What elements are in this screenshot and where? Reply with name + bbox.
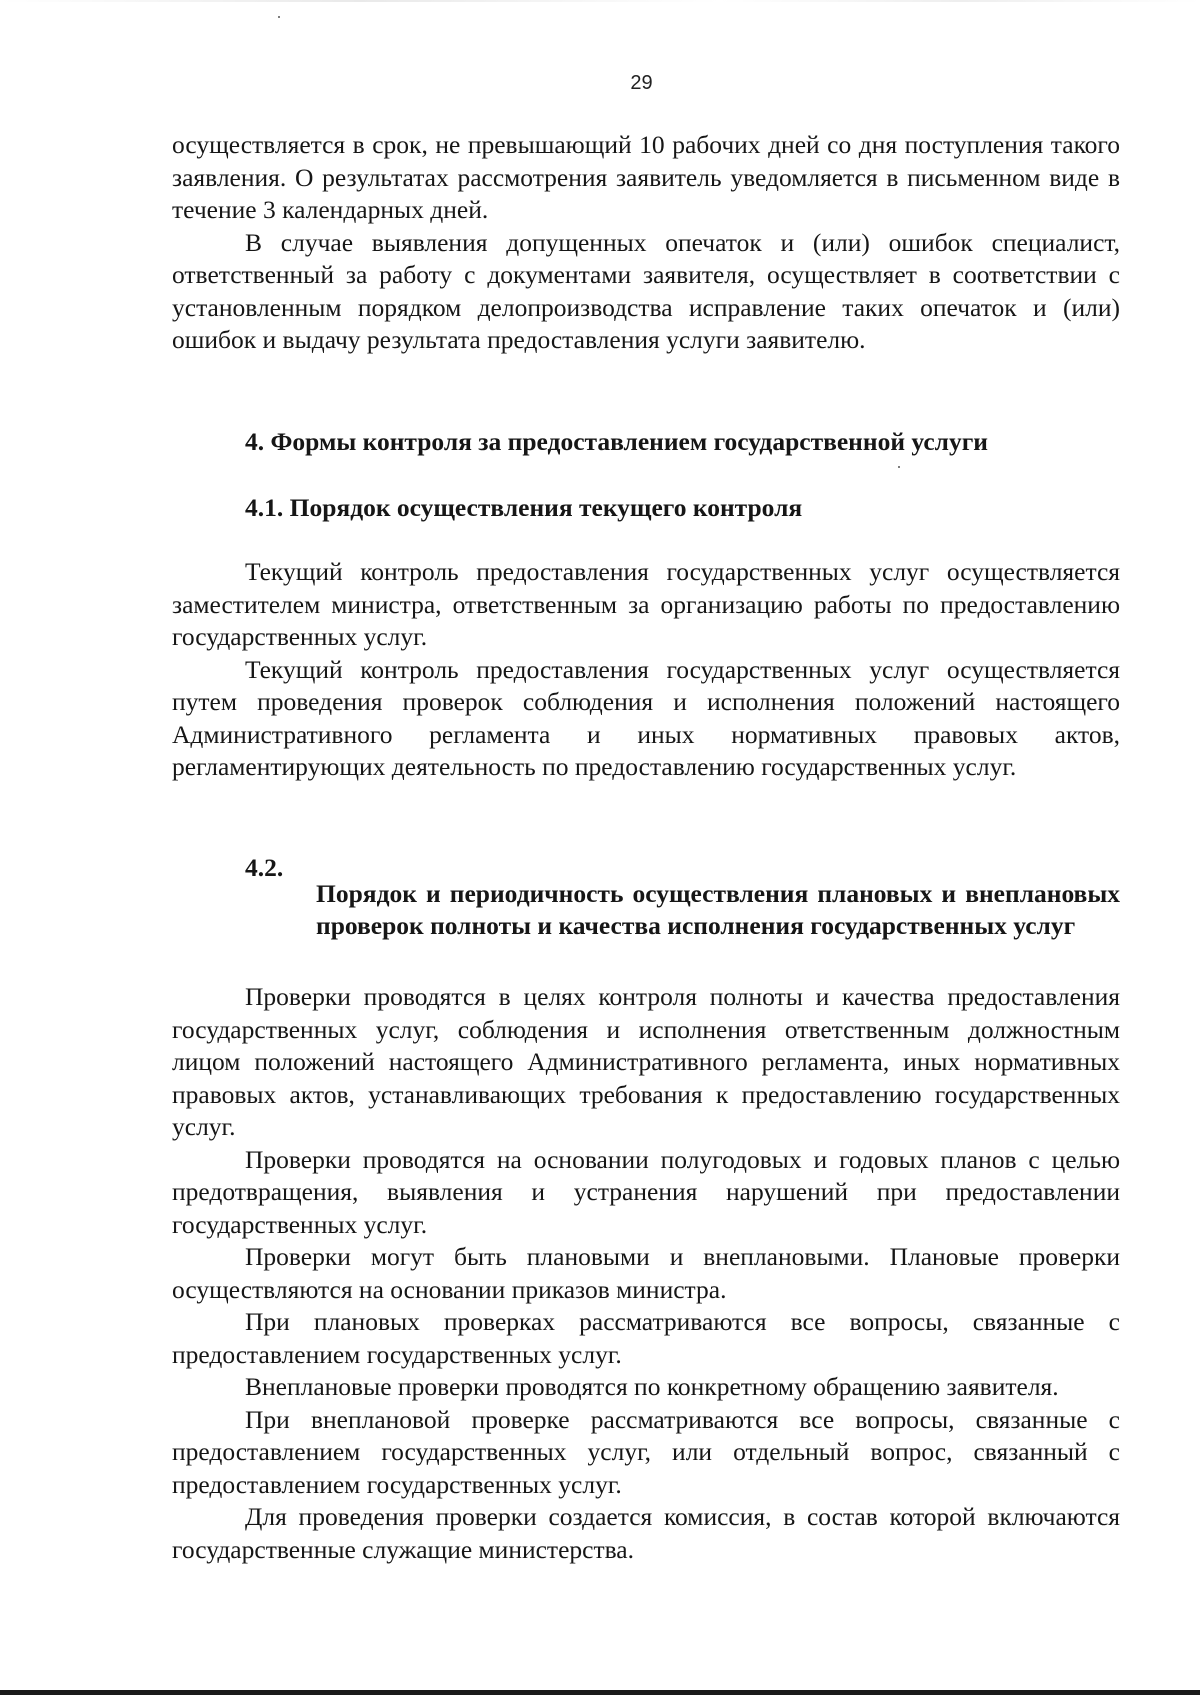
paragraph: Проверки проводятся на основании полугодовых и годовых планов с целью предотвращения, выявления и устранения нарушений при предоставлении государственных услуг. bbox=[172, 1144, 1120, 1239]
paragraph: В случае выявления допущенных опечаток и (или) ошибок специалист, ответственный за работу с документами заявителя, осуществляет в соответствии с установленным порядком делопроизводства исправление таких опечаток и (или) ошибок и выдачу результата предоставления услуги заявителю. bbox=[172, 227, 1120, 354]
paragraph-block-3 bbox=[172, 981, 1120, 1566]
paragraph: При внеплановой проверке рассматриваются все вопросы, связанные с предоставлением государственных услуг, или отдельный вопрос, связанный с предоставлением государственных услуг. bbox=[172, 1404, 1120, 1499]
paragraph: Для проведения проверки создается комиссия, в состав которой включаются государственные служащие министерства. bbox=[172, 1502, 1120, 1564]
scan-edge-bottom bbox=[0, 1690, 1200, 1695]
section-heading-4-2: Порядок и периодичность осуществления плановых и внеплановых проверок полноты и качества исполнения государственных услуг bbox=[316, 878, 1120, 940]
paragraph: Проверки могут быть плановыми и внеплановыми. Плановые проверки осуществляются на основании приказов министра. bbox=[172, 1242, 1120, 1304]
section-heading-4-2-number: 4.2. bbox=[245, 853, 284, 882]
paragraph: осуществляется в срок, не превышающий 10 рабочих дней со дня поступления такого заявления. О результатах рассмотрения заявитель уведомляется в письменном виде в течение 3 календарных дней. bbox=[172, 130, 1120, 224]
paragraph-block-2 bbox=[172, 556, 1120, 784]
paragraph-block-1 bbox=[172, 129, 1120, 357]
section-heading-4: 4. Формы контроля за предоставлением государственной услуги bbox=[245, 427, 988, 456]
page-number: 29 bbox=[630, 72, 653, 94]
paragraph: Текущий контроль предоставления государственных услуг осуществляется путем проведения проверок соблюдения и исполнения положений настоящего Административного регламента и иных нормативных правовых актов, регламентирующих деятельность по предоставлению государственных услуг. bbox=[172, 654, 1120, 781]
paragraph: При плановых проверках рассматриваются все вопросы, связанные с предоставлением государственных услуг. bbox=[172, 1307, 1120, 1369]
section-heading-4-1: 4.1. Порядок осуществления текущего контроля bbox=[245, 493, 803, 522]
scan-speck bbox=[898, 466, 900, 468]
scan-edge-top bbox=[0, 0, 1200, 2]
paragraph: Текущий контроль предоставления государственных услуг осуществляется заместителем министра, ответственным за организацию работы по предоставлению государственных услуг. bbox=[172, 557, 1120, 651]
paragraph: Внеплановые проверки проводятся по конкретному обращению заявителя. bbox=[245, 1372, 1059, 1401]
scan-speck bbox=[278, 16, 280, 18]
paragraph: Проверки проводятся в целях контроля полноты и качества предоставления государственных услуг, соблюдения и исполнения ответственным должностным лицом положений настоящего Административного регламента, иных нормативных правовых актов, устанавливающих требования к предоставлению государственных услуг. bbox=[172, 982, 1120, 1141]
